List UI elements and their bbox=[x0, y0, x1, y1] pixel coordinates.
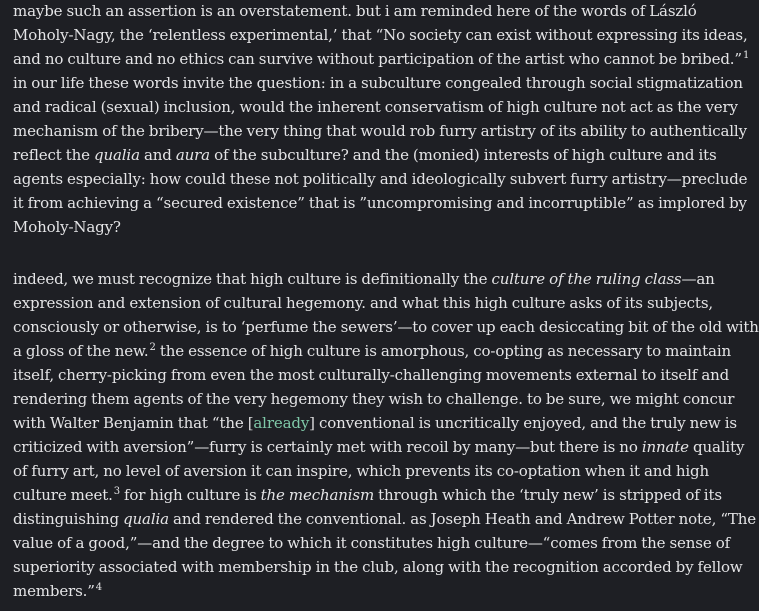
emphasis-qualia: qualia bbox=[94, 146, 140, 164]
text-line: reflect the qualia and aura of the subculture? and the (monied) interests of high culture and its bbox=[13, 146, 717, 164]
text-line: a gloss of the new.$^2$ the essence of high culture is amorphous, co-opting as necessary to maintain bbox=[13, 342, 732, 360]
text-line: members.”$^4$ bbox=[13, 582, 102, 600]
footnote-marker-1[interactable]: 1 bbox=[742, 50, 750, 61]
text-line: indeed, we must recognize that high culture is definitionally the culture of the ruling class—an bbox=[13, 270, 715, 288]
text-line: and no culture and no ethics can survive without participation of the artist who cannot be bribed.”$^1$ bbox=[13, 50, 750, 68]
emphasis-the-mechanism: the mechanism bbox=[260, 486, 375, 504]
text-line: it from achieving a “secured existence” that is ”uncompromising and incorruptible” as implored by bbox=[13, 194, 747, 212]
already-link[interactable]: already bbox=[253, 414, 310, 432]
bracket-open: [ bbox=[247, 414, 254, 432]
text-line: culture meet.$^3$ for high culture is the mechanism through which the ‘truly new’ is stripped of its bbox=[13, 486, 722, 504]
text-line: Moholy-Nagy? bbox=[13, 218, 121, 236]
text-line: expression and extension of cultural hegemony. and what this high culture asks of its subjects, bbox=[13, 294, 713, 312]
text-line: and radical (sexual) inclusion, would the inherent conservatism of high culture not act as the very bbox=[13, 98, 738, 116]
text-line: agents especially: how could these not politically and ideologically subvert furry artistry—preclude bbox=[13, 170, 748, 188]
text-line: rendering them agents of the very hegemony they wish to challenge. to be sure, we might concur bbox=[13, 390, 735, 408]
text-line: superiority associated with membership in the club, along with the recognition accorded by fellow bbox=[13, 558, 743, 576]
footnote-marker-4[interactable]: 4 bbox=[95, 582, 102, 593]
text-line: distinguishing qualia and rendered the conventional. as Joseph Heath and Andrew Potter note, “The bbox=[13, 510, 756, 528]
paragraph-2 bbox=[13, 267, 759, 603]
text-line: of furry art, no level of aversion it can inspire, which prevents its co-optation when it and high bbox=[13, 462, 710, 480]
footnote-marker-2[interactable]: 2 bbox=[149, 342, 156, 353]
text-line: maybe such an assertion is an overstatement. but i am reminded here of the words of László bbox=[13, 2, 697, 20]
text-line: mechanism of the bribery—the very thing that would rob furry artistry of its ability to authentically bbox=[13, 122, 747, 140]
text-line: itself, cherry-picking from even the most culturally-challenging movements external to itself and bbox=[13, 366, 730, 384]
emphasis-ruling-class: culture of the ruling class bbox=[491, 270, 682, 288]
text-line: in our life these words invite the question: in a subculture congealed through social stigmatization bbox=[13, 74, 743, 92]
emphasis-aura: aura bbox=[175, 146, 210, 164]
text-line: Moholy-Nagy, the ‘relentless experimental,’ that “No society can exist without expressing its ideas, bbox=[13, 26, 748, 44]
text-line: with Walter Benjamin that “the [already] conventional is uncritically enjoyed, and the truly new is bbox=[13, 414, 737, 432]
paragraph-1 bbox=[13, 0, 750, 239]
text-line: value of a good,”—and the degree to which it constitutes high culture—“comes from the sense of bbox=[13, 534, 730, 552]
text-line: criticized with aversion”—furry is certainly met with recoil by many—but there is no innate quality bbox=[13, 438, 745, 456]
emphasis-qualia: qualia bbox=[123, 510, 169, 528]
bracket-close: ] bbox=[309, 414, 315, 432]
text-line: consciously or otherwise, is to ‘perfume the sewers’—to cover up each desiccating bit of the old with bbox=[13, 318, 759, 336]
footnote-marker-3[interactable]: 3 bbox=[113, 486, 120, 497]
emphasis-innate: innate bbox=[641, 438, 689, 456]
